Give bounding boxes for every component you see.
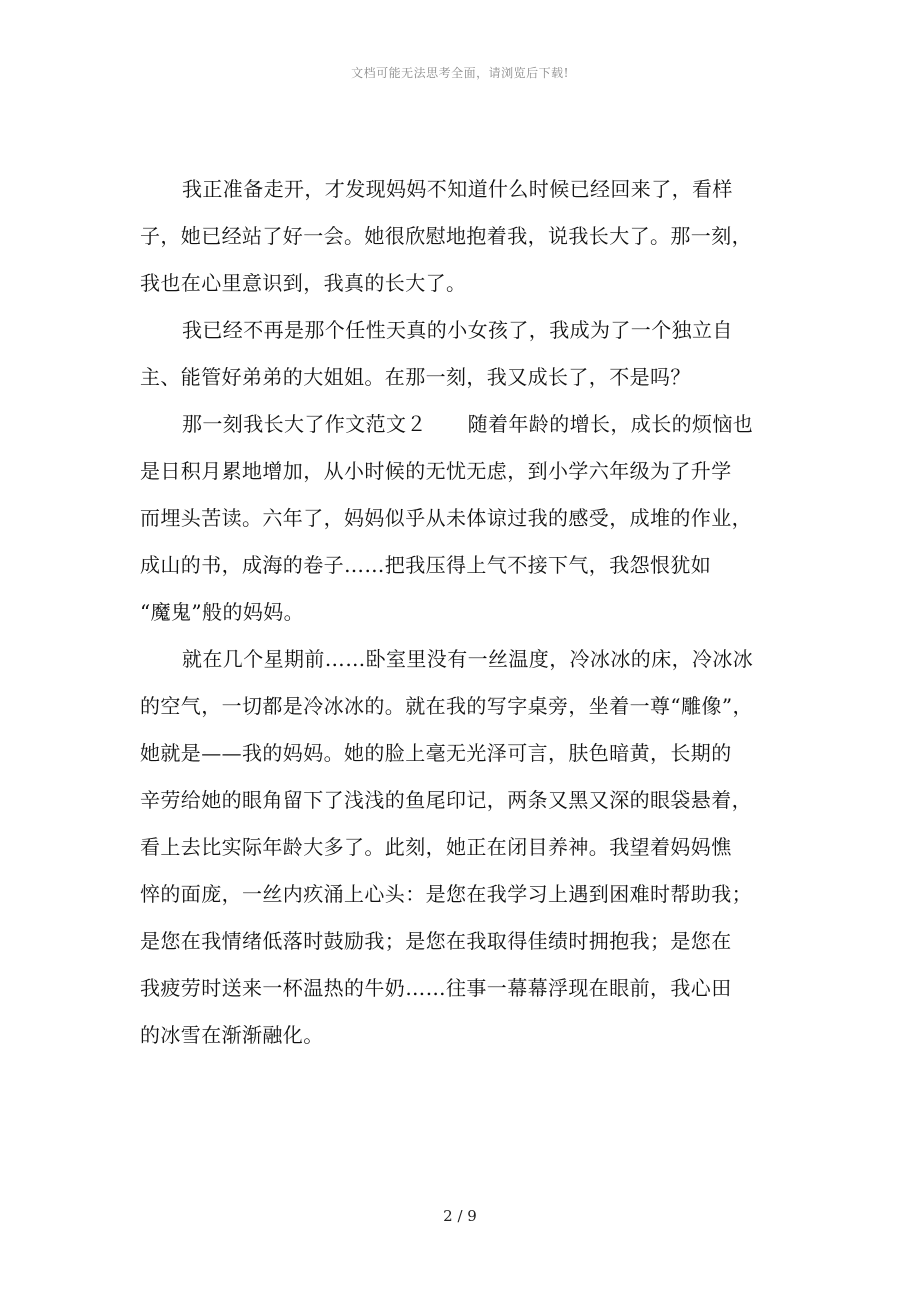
page-number: 2 / 9 <box>443 1207 477 1225</box>
paragraph-4-line-9: 的冰雪在渐渐融化。 <box>140 1023 324 1047</box>
paragraph-4-line-4: 辛劳给她的眼角留下了浅浅的鱼尾印记，两条又黑又深的眼袋悬着， <box>140 788 752 812</box>
paragraph-2-line-1: 我已经不再是那个任性天真的小女孩了，我成为了一个独立自 <box>182 318 733 342</box>
paragraph-4-line-6: 悴的面庞，一丝内疚涌上心头：是您在我学习上遇到困难时帮助我； <box>140 882 752 906</box>
paragraph-3-line-2: 是日积月累地增加，从小时候的无忧无虑，到小学六年级为了升学 <box>140 459 732 483</box>
paragraph-4-line-2: 的空气，一切都是冷冰冰的。就在我的写字桌旁，坐着一尊“雕像”， <box>140 694 753 718</box>
paragraph-4-line-8: 我疲劳时送来一杯温热的牛奶……往事一幕幕浮现在眼前，我心田 <box>140 976 732 1000</box>
paragraph-4-line-3: 她就是——我的妈妈。她的脸上毫无光泽可言，肤色暗黄，长期的 <box>140 741 732 765</box>
paragraph-3-line-5: “魔鬼”般的妈妈。 <box>140 600 305 624</box>
paragraph-2-line-2: 主、能管好弟弟的大姐姐。在那一刻，我又成长了，不是吗？ <box>140 365 691 389</box>
paragraph-4-line-1: 就在几个星期前……卧室里没有一丝温度，冷冰冰的床，冷冰冰 <box>182 647 754 671</box>
paragraph-3-line-4: 成山的书，成海的卷子……把我压得上气不接下气，我怨恨犹如 <box>140 553 712 577</box>
paragraph-3-line-1: 那一刻我长大了作文范文２ 随着年龄的增长，成长的烦恼也 <box>182 412 754 436</box>
paragraph-4-line-5: 看上去比实际年龄大多了。此刻，她正在闭目养神。我望着妈妈憔 <box>140 835 732 859</box>
document-body <box>140 166 800 1059</box>
header-note: 文档可能无法思考全面，请浏览后下载! <box>351 66 569 80</box>
paragraph-4-line-7: 是您在我情绪低落时鼓励我；是您在我取得佳绩时拥抱我；是您在 <box>140 929 732 953</box>
paragraph-3-line-3: 而埋头苦读。六年了，妈妈似乎从未体谅过我的感受，成堆的作业， <box>140 506 752 530</box>
paragraph-1-line-2: 子，她已经站了好一会。她很欣慰地抱着我，说我长大了。那一刻， <box>140 224 752 248</box>
paragraph-1-line-3: 我也在心里意识到，我真的长大了。 <box>140 271 467 295</box>
paragraph-1-line-1: 我正准备走开，才发现妈妈不知道什么时候已经回来了，看样 <box>182 177 733 201</box>
